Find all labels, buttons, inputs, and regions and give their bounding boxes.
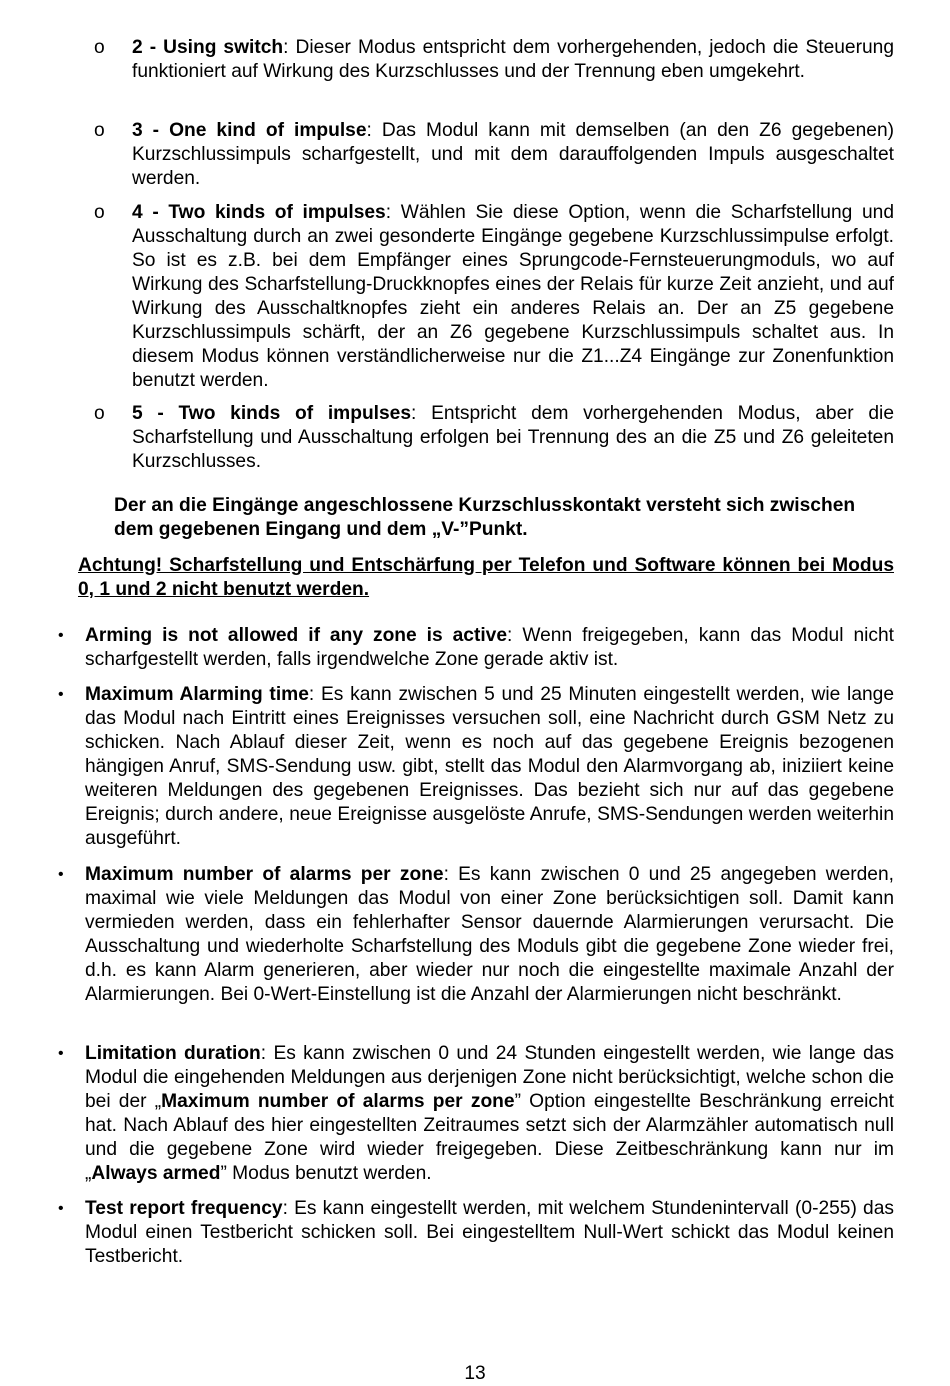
mode-5-text: : Entspricht dem vorhergehenden Modus, aber die Scharfstellung und Ausschaltung erfolgen bei Trennung des an die Z5 und Z6 geleiteten Kurzschlusses. <box>132 403 894 472</box>
option-max-alarming-time-title: Maximum Alarming time <box>85 684 309 705</box>
bullet-marker: • <box>58 1045 64 1062</box>
option-limitation-ref-max-alarms: Maximum number of alarms per zone <box>161 1091 515 1112</box>
bullet-marker: • <box>58 866 64 883</box>
mode-2-item <box>132 36 894 84</box>
option-arming-active-zone <box>85 624 894 672</box>
warning-note: Achtung! Scharfstellung und Entschärfung per Telefon und Software können bei Modus 0, 1 und 2 nicht benutzt werden. <box>78 555 894 600</box>
option-limitation-text-e: ” Modus benutzt werden. <box>220 1163 432 1184</box>
sub-bullet-marker: o <box>94 202 105 223</box>
mode-3-title: 3 - One kind of impulse <box>132 120 367 141</box>
mode-4-item <box>132 201 894 393</box>
option-limitation-text-a: : Es kann zwischen 0 und 24 Stunden eingestellt werden, wie lange das Modul die eingehenden Meldungen aus derjenigen Zone nicht berücksichtigt, welche schon die bei der „ <box>85 1043 894 1112</box>
contact-note: Der an die Eingänge angeschlossene Kurzschlusskontakt versteht sich zwischen dem gegebenen Eingang und dem „V-”Punkt. <box>114 495 856 540</box>
option-max-alarming-time <box>85 683 894 851</box>
bullet-marker: • <box>58 1200 64 1217</box>
mode-4-title: 4 - Two kinds of impulses <box>132 202 386 223</box>
sub-bullet-marker: o <box>94 403 105 424</box>
option-limitation-text-c: ” Option eingestellte Beschränkung erreicht hat. Nach Ablauf des hier eingestellten Zeitraumes setzt sich der Alarmzähler automatisch null und die gegebene Zone wird wieder freigegeben. Diese Zeitbeschränkung kann nur im „ <box>85 1091 895 1184</box>
option-test-report-frequency <box>85 1197 894 1269</box>
mode-4-text: : Wählen Sie diese Option, wenn die Scharfstellung und Ausschaltung durch an zwei gesonderte Eingänge gegebene Kurzschlussimpulse erfolgt. So ist es z.B. bei dem Empfänger eines Sprungcode-Fernsteuerungmoduls, wo auf Wirkung des Scharfstellung-Druckknopfes eines der Relais für kurze Zeit anzieht, und auf Wirkung des Ausschaltknopfes zieht ein anderes Relais an. Der an Z5 gegebene Kurzschlussimpuls schärft, der an Z6 gegebene Kurzschlussimpuls schaltet aus. In diesem Modus können verständlicherweise nur die Z1...Z4 Eingänge zur Zonenfunktion benutzt werden. <box>132 202 894 391</box>
mode-5-item <box>132 402 894 474</box>
option-max-alarms-per-zone <box>85 863 894 1007</box>
option-max-alarms-text: : Es kann zwischen 0 und 25 angegeben werden, maximal wie viele Meldungen das Modul von einer Zone berücksichtigen soll. Damit kann vermieden werden, dass ein fehlerhafter Sensor dauernde Alarmierungen verursacht. Die Ausschaltung und wiederholte Scharfstellung des Moduls gibt die gegebene Zone wieder frei, d.h. es kann Alarm generieren, aber wieder nur noch die eingestellte maximale Anzahl der Alarmierungen. Bei 0-Wert-Einstellung ist die Anzahl der Alarmierungen nicht beschränkt. <box>85 864 894 1005</box>
option-max-alarms-title: Maximum number of alarms per zone <box>85 864 444 885</box>
option-test-report-title: Test report frequency <box>85 1198 283 1219</box>
option-arming-text: : Wenn freigegeben, kann das Modul nicht scharfgestellt werden, falls irgendwelche Zone gerade aktiv ist. <box>85 625 894 670</box>
option-limitation-duration <box>85 1042 894 1186</box>
option-arming-title: Arming is not allowed if any zone is active <box>85 625 508 646</box>
mode-5-title: 5 - Two kinds of impulses <box>132 403 412 424</box>
option-limitation-title: Limitation duration <box>85 1043 261 1064</box>
mode-2-title: 2 - Using switch <box>132 37 284 58</box>
page-number: 13 <box>464 1363 486 1384</box>
bullet-marker: • <box>58 627 64 644</box>
mode-2-text: : Dieser Modus entspricht dem vorhergehenden, jedoch die Steuerung funktioniert auf Wirkung des Kurzschlusses und der Trennung eben umgekehrt. <box>132 37 894 82</box>
option-limitation-ref-always-armed: Always armed <box>91 1163 221 1184</box>
bullet-marker: • <box>58 686 64 703</box>
mode-3-item <box>132 119 894 191</box>
option-max-alarming-time-text: : Es kann zwischen 5 und 25 Minuten eingestellt werden, wie lange das Modul nach Eintritt eines Ereignisses versuchen soll, eine Nachricht durch GSM Netz zu schicken. Nach Ablauf dieser Zeit, wenn es noch auf das gegebene Ereignis bezogenen hängigen Anruf, SMS-Sendung usw. gibt, stellt das Modul den Alarmvorgang ab, iniziiert keine weiteren Meldungen des gegebenen Ereignisses. Das bezieht sich nur auf das gegebene Ereignis; durch andere, neue Ereignisse ausgelöste Anrufe, SMS-Sendungen werden weiterhin ausgeführt. <box>85 684 894 849</box>
sub-bullet-marker: o <box>94 37 105 58</box>
sub-bullet-marker: o <box>94 120 105 141</box>
option-test-report-text: : Es kann eingestellt werden, mit welchem Stundenintervall (0-255) das Modul einen Testbericht schicken soll. Bei eingestelltem Null-Wert schickt das Modul keinen Testbericht. <box>85 1198 894 1267</box>
mode-3-text: : Das Modul kann mit demselben (an den Z6 gegebenen) Kurzschlussimpuls scharfgestellt, und mit dem darauffolgenden Impuls ausgeschaltet werden. <box>132 120 895 189</box>
